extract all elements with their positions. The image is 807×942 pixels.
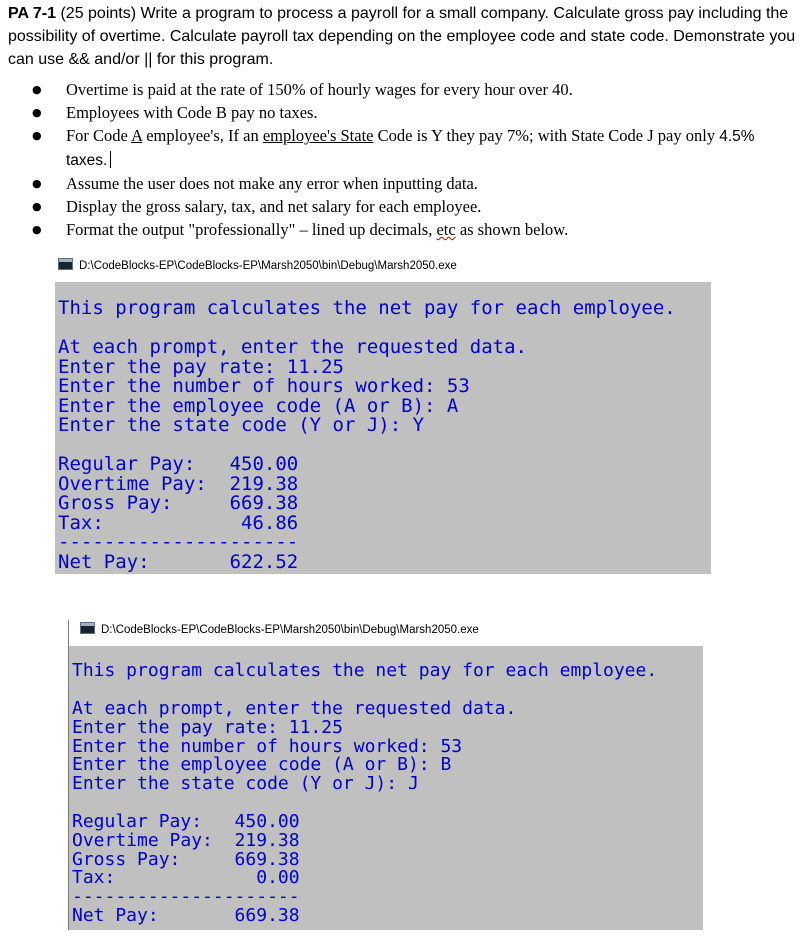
console1-line-regular-pay: Regular Pay: 450.00 — [58, 453, 299, 475]
console2-line-net-pay: Net Pay: 669.38 — [72, 905, 300, 926]
console2-line-divider: --------------------- — [72, 886, 300, 908]
req-text: Format the output "professionally" – lined up decimals, — [66, 220, 437, 239]
console2-line-tax: Tax: 0.00 — [72, 867, 300, 889]
requirements-list — [30, 78, 800, 241]
req-employee-state: employee's State — [262, 126, 374, 145]
console2-line-regular-pay: Regular Pay: 450.00 — [72, 811, 300, 832]
req-text: For Code — [66, 126, 132, 145]
requirement-code-b: ● Employees with Code B pay no taxes. — [30, 101, 800, 124]
console2-line-overtime-pay: Overtime Pay: 219.38 — [72, 829, 300, 851]
console1-titlebar — [58, 256, 457, 276]
console1-line-prompt: At each prompt, enter the requested data. — [58, 336, 527, 358]
console2-line-prompt: At each prompt, enter the requested data. — [72, 698, 517, 719]
assignment-label: PA 7-1 — [8, 5, 57, 22]
req-text: employee's, If an — [142, 126, 263, 145]
console2-line-gross-pay: Gross Pay: 669.38 — [72, 848, 300, 870]
console1-line-net-pay: Net Pay: 622.52 — [58, 550, 299, 573]
requirement-code-a — [30, 124, 800, 172]
console1-line-intro: This program calculates the net pay for each employee. — [58, 297, 676, 319]
assignment-points: (25 points) — [56, 5, 141, 22]
console-app-icon — [58, 258, 73, 270]
requirement-display: ● Display the gross salary, tax, and net salary for each employee. — [30, 195, 800, 218]
console2-window — [69, 646, 703, 930]
requirement-format — [30, 218, 800, 241]
console1-line-gross-pay: Gross Pay: 669.38 — [58, 492, 299, 514]
text-cursor — [110, 151, 111, 168]
console2-title: D:\CodeBlocks-EP\CodeBlocks-EP\Marsh2050\bin\Debug\Marsh2050.exe — [101, 624, 479, 636]
assignment-intro — [8, 2, 804, 71]
console2-line-state-code: Enter the state code (Y or J): J — [72, 773, 419, 795]
req-code-a: A — [131, 126, 143, 145]
console1-window — [55, 282, 711, 574]
console2-line-employee-code: Enter the employee code (A or B): B — [72, 754, 452, 776]
requirement-no-errors: ● Assume the user does not make any error when inputting data. — [30, 172, 800, 195]
console1-title: D:\CodeBlocks-EP\CodeBlocks-EP\Marsh2050\bin\Debug\Marsh2050.exe — [79, 260, 457, 272]
req-etc: etc — [436, 220, 456, 239]
console1-line-tax: Tax: 46.86 — [58, 511, 299, 534]
req-tax-rate: 4.5% taxes. — [66, 128, 755, 169]
console1-line-hours: Enter the number of hours worked: 53 — [58, 375, 470, 397]
console1-line-pay-rate: Enter the pay rate: 11.25 — [58, 355, 344, 378]
console1-line-overtime-pay: Overtime Pay: 219.38 — [58, 472, 299, 495]
console2-titlebar — [80, 620, 479, 640]
req-text: Code is Y they pay 7%; with State Code J pay only — [373, 126, 720, 145]
req-text: as shown below. — [455, 220, 569, 239]
console-app-icon — [80, 622, 95, 634]
console2-line-hours: Enter the number of hours worked: 53 — [72, 735, 463, 757]
requirement-overtime: ● Overtime is paid at the rate of 150% of hourly wages for every hour over 40. — [30, 78, 800, 101]
console2-line-intro: This program calculates the net pay for each employee. — [72, 660, 658, 681]
console2-line-pay-rate: Enter the pay rate: 11.25 — [72, 716, 343, 738]
console1-line-employee-code: Enter the employee code (A or B): A — [58, 394, 459, 417]
console1-line-divider: --------------------- — [58, 531, 299, 553]
console1-line-state-code: Enter the state code (Y or J): Y — [58, 414, 425, 436]
assignment-text: Write a program to process a payroll for a small company. Calculate gross pay including the possibility of overtime. Calculate payroll tax depending on the employee code and state code. Demonstrate you can use && and/or || for this program. — [8, 5, 796, 68]
